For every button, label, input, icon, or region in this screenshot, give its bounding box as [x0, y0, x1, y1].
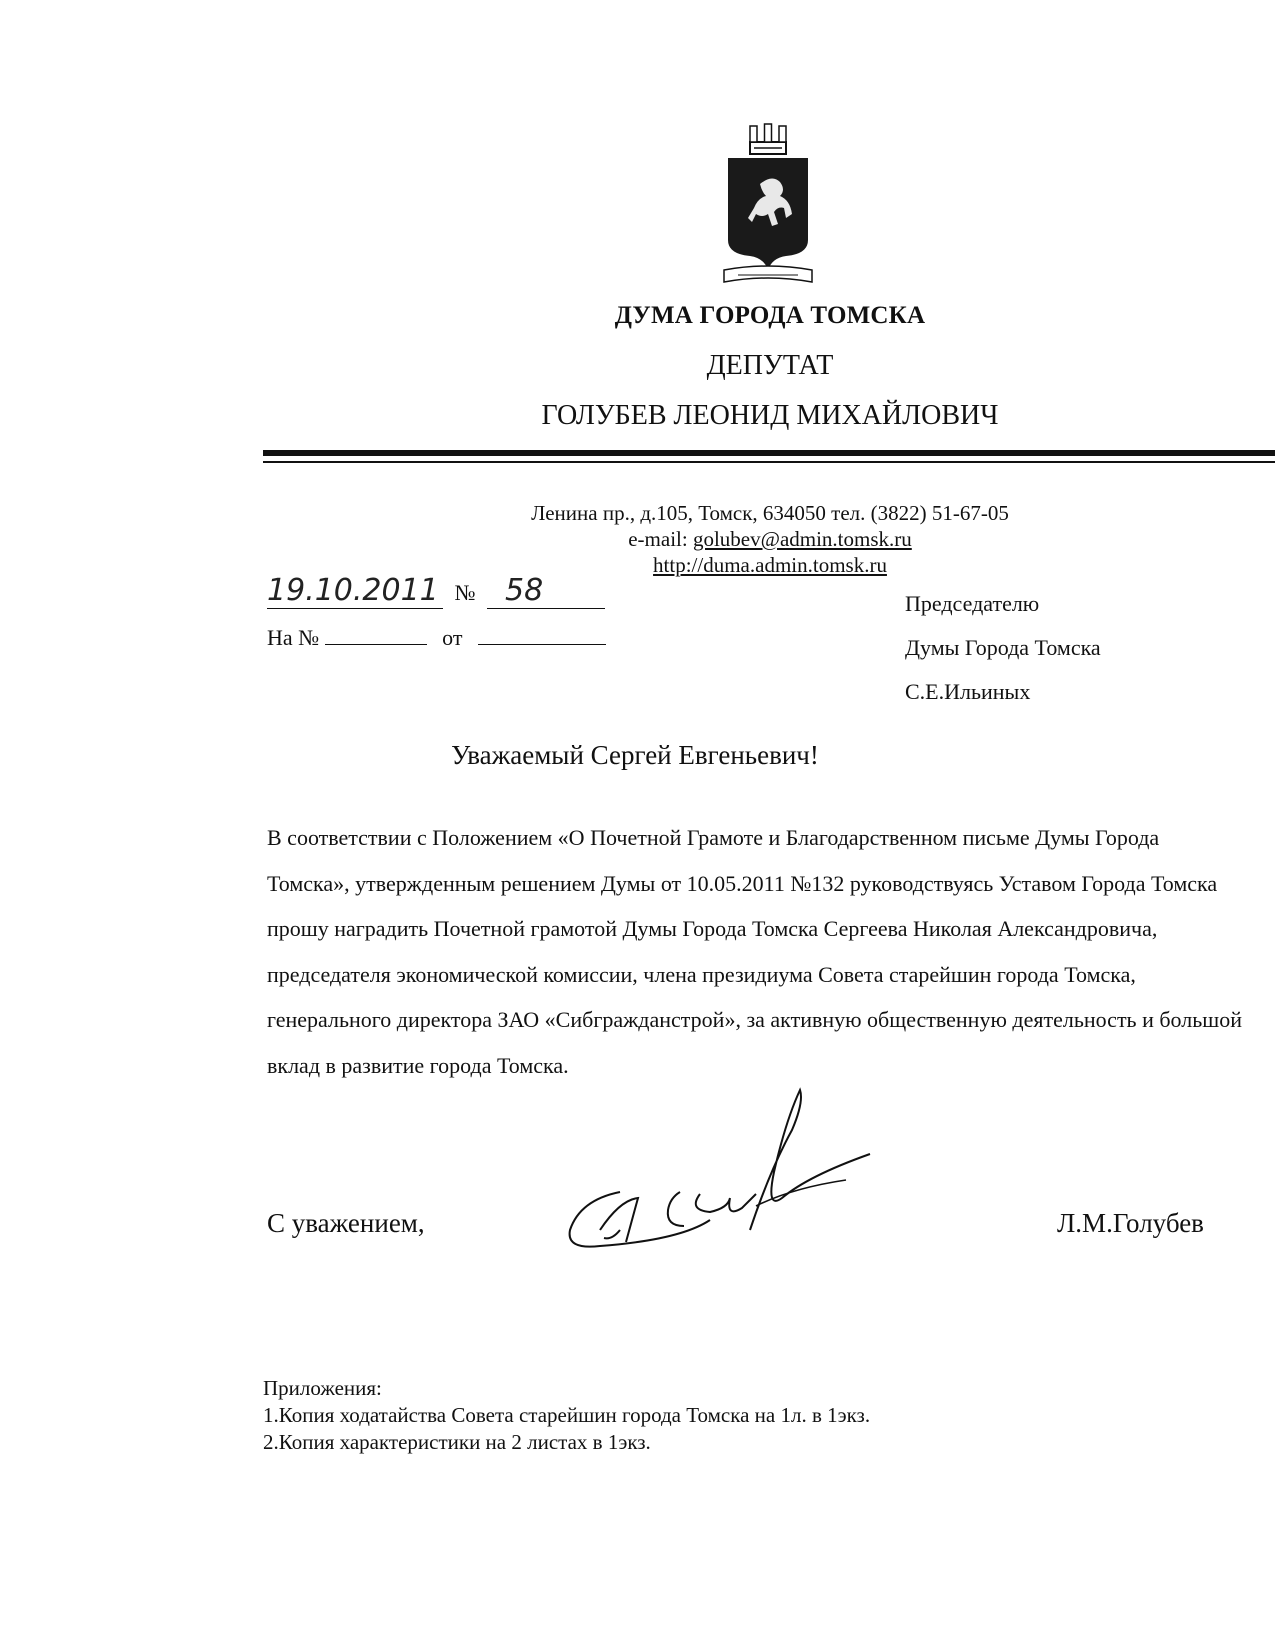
recipient-position: Председателю [905, 591, 1040, 616]
attachments-block [263, 1375, 870, 1456]
closing-phrase: С уважением, [267, 1208, 425, 1238]
incoming-from-label: от [442, 625, 463, 650]
deputy-name: ГОЛУБЕВ ЛЕОНИД МИХАЙЛОВИЧ [541, 400, 999, 431]
contact-website-line [0, 552, 1275, 578]
salutation: Уважаемый Сергей Евгеньевич! [451, 740, 819, 770]
coat-of-arms-emblem [720, 122, 816, 290]
letter-body: В соответствии с Положением «О Почетной Грамоте и Благодарственном письме Думы Города Томска», утвержденным решением Думы от 10.05.2011 №132 руководствуясь Уставом Города Томска прошу наградить Почетной грамотой Думы Города Томска Сергеева Николая Александровича, председателя экономической комиссии, члена президиума Совета старейшин города Томска, генерального директора ЗАО «Сибгражданстрой», за активную общественную деятельность и большой вклад в развитие города Томска. [267, 825, 1242, 1078]
email-label: e-mail: [628, 527, 688, 551]
attachment-item: 1.Копия ходатайства Совета старейшин города Томска на 1л. в 1экз. [263, 1403, 871, 1427]
website-link[interactable]: http://duma.admin.tomsk.ru [653, 553, 887, 577]
incoming-date-blank [478, 644, 606, 645]
official-role: ДЕПУТАТ [706, 350, 834, 381]
handwritten-signature [560, 1080, 920, 1260]
incoming-number-label: На № [267, 625, 320, 650]
outgoing-reference [267, 573, 605, 609]
number-label: № [454, 580, 476, 605]
outgoing-number: 58 [487, 573, 605, 609]
signer-name: Л.М.Голубев [1057, 1208, 1204, 1238]
header-divider-thin [263, 461, 1275, 463]
incoming-reference [267, 625, 606, 651]
recipient-name: С.Е.Ильиных [905, 679, 1031, 704]
contact-address: Ленина пр., д.105, Томск, 634050 тел. (3822) 51-67-05 [531, 501, 1009, 525]
crown-icon [750, 124, 786, 154]
email-link[interactable]: golubev@admin.tomsk.ru [692, 527, 912, 551]
attachment-item: 2.Копия характеристики на 2 листах в 1экз. [263, 1430, 651, 1454]
contact-email-line [0, 526, 1275, 552]
attachments-title: Приложения: [263, 1376, 382, 1400]
recipient-block [905, 582, 1101, 714]
incoming-number-blank [325, 644, 427, 645]
organization-name: ДУМА ГОРОДА ТОМСКА [614, 302, 926, 329]
outgoing-date: 19.10.2011 [267, 573, 443, 609]
header-divider [263, 450, 1275, 456]
recipient-organization: Думы Города Томска [905, 635, 1101, 660]
